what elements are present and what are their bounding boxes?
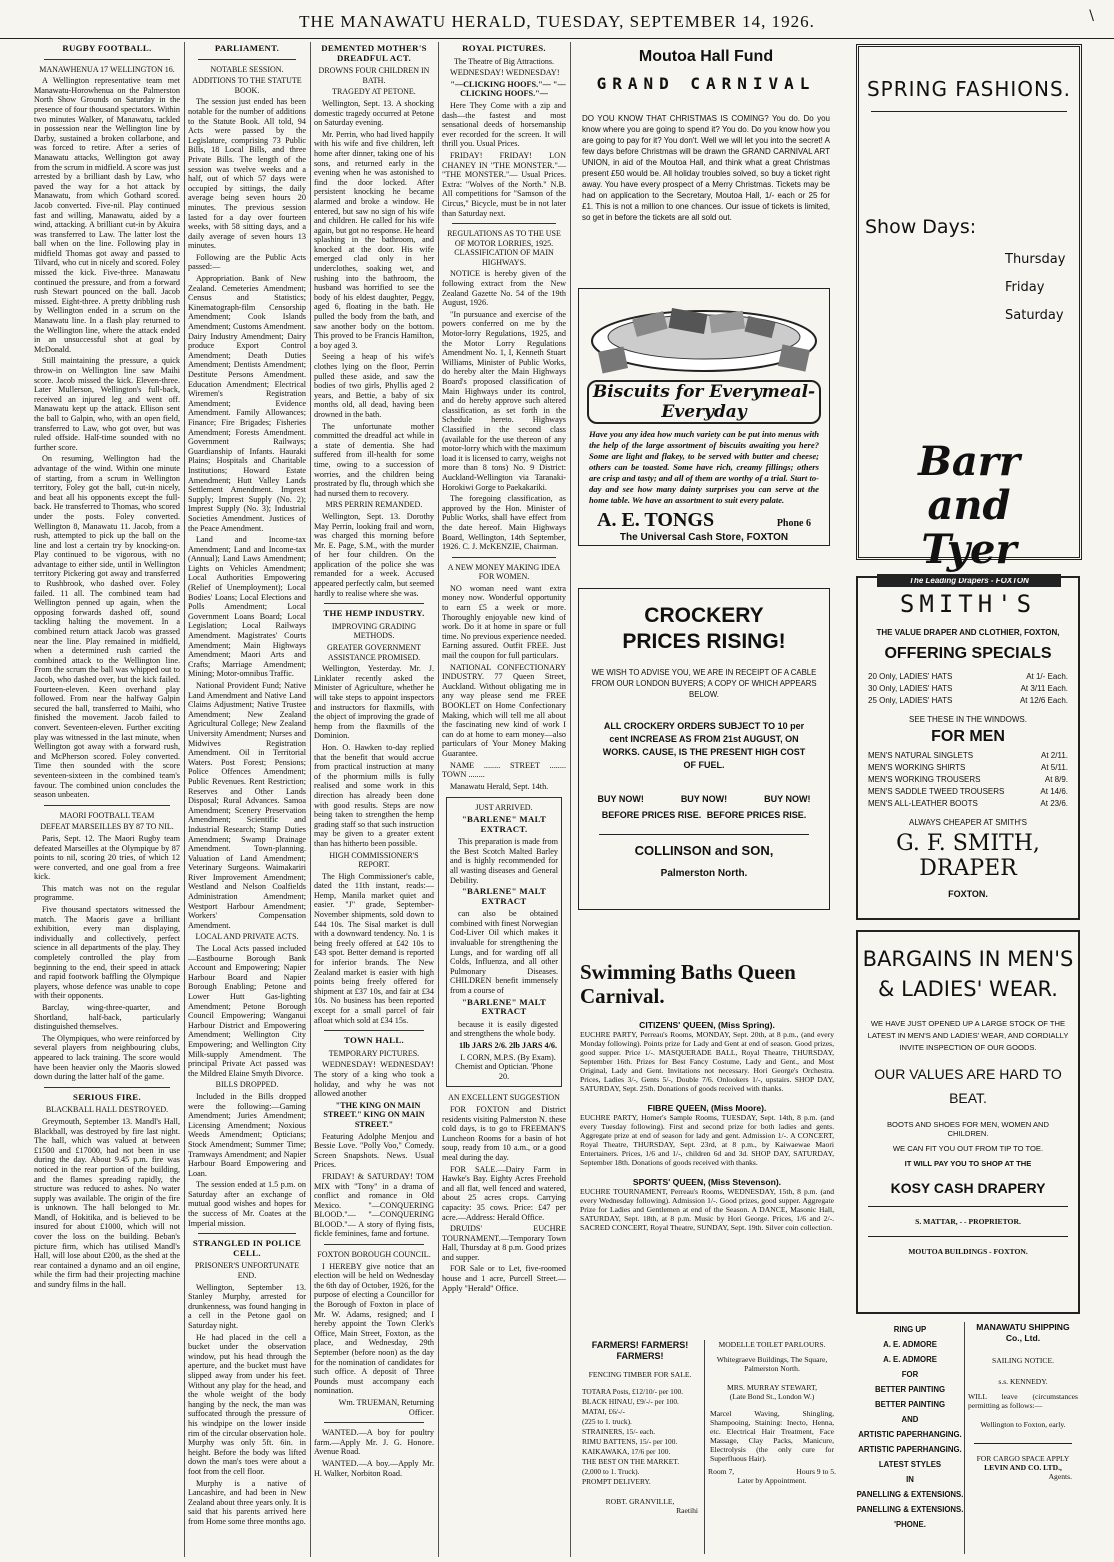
article-paragraph: Five thousand spectators witnessed the match. The Maoris gave a brilliant exhibition, every man displaying, individually and collectively, perfect science in all departments of the play. They completely controlled the play from beginning to the end, their speed in attack and rapid footwork baffling the Olympique players, whose defence was unable to cope with their opponents. [34,905,180,1001]
headline-suggestion: AN EXCELLENT SUGGESTION [448,1093,560,1103]
ad-paragraph: NO woman need want extra money now. Wonderful opportunity to earn £5 a week or more. Thoroughly enjoyable new kind of work. Do it at home in spare or full time. No previous experience needed. Earning assured. Outfit FREE. Just mail the coupon for full particulars. [442,583,566,661]
queen-fibre-body: EUCHRE PARTY, Homer's Sample Rooms, TUESDAY, Sept. 14th, 8 p.m. (and every Tuesday following). First and second prize for both ladies and gents. Aggregate prize at end of season for lady and gent. Admission 1/-. A CONCERT, Royal Theatre, THURSDAY, Sept. 23rd, at 8 p.m., by Kaiwaewae Maori Entertainers. Prices, 1/6 and 1/-, children 6d and 3d. SHOP DAY, SATURDAY, September 18th. Donations of goods received with thanks. [580,1113,834,1167]
shipping-ship: s.s. KENNEDY. [998,1377,1048,1386]
item-name: MEN'S ALL-LEATHER BOOTS [868,799,978,808]
article-paragraph: A Wellington representative team met Manawatu-Horowhenua on the Palmerston North Show Grounds on Saturday in the presence of four thousand spectators. Within two minutes Walker, of Manawatu, tackled in possession near the Wellington line by Darby, sustained a broken collarbone, and was forced to retire. After a series of Manawatu attacks, Wellington got away from the scrum in midfield. A score was just arrested by a brilliant dash by Law, who paved the way for a hot attack by Manawatu, from which Gothard scored. Jacob converted. Five-nil. Play continued fast and willing, Manawatu, aided by a wind, attacking. A brilliant cut-in by Akuira was transferred to Law. The latter lost the ball when on the line. Following play in midfield Thomas got away and passed to Tilvard, who cut in nicely and scored. Foley missed the kick. Five-three. Manawatu continued the pressure, and from a forward rush Stewart pounced on the ball. Jacob missed. Eight-three. A pretty dribbling rush by Wellington ended in a scrum on the Manawatu line. In a flash play returned to the Wellington line, where the attack ended in an unsuccessful shot at goal by McDonald. [34,76,180,354]
moutoa-sub: GRAND CARNIVAL [596,74,816,93]
headline-maori-team: MAORI FOOTBALL TEAM [59,810,155,820]
admore-line: FOR [901,1370,919,1379]
biscuits-shop: A. E. TONGS [597,509,715,531]
farmers-place: Raetihi [676,1506,698,1515]
subhead-temporary-pictures: TEMPORARY PICTURES. [328,1048,420,1058]
price-row [868,750,1068,762]
queen-citizens: CITIZENS' QUEEN, (Miss Spring). [639,1020,775,1030]
price-row [868,695,1068,707]
timber-item: TOTARA Posts, £12/10/- per 100. [582,1387,684,1396]
ad-paragraph: FRIDAY! FRIDAY! LON CHANEY IN "THE MONSTER."— "THE MONSTER."— Usual Prices. Extra: "Wolves of the North." N.B. All competitions for "Samson of the Circus," Bicycle, must be in not later than Saturday next. [442,150,566,218]
article-paragraph: Mr. Perrin, who had lived happily with his wife and five children, left home after dinner, taking one of his sons, and returned early in the evening when he was astonished to find the door locked. After persistent knocking he became alarmed and broke a window. He entered, but saw no sign of his wife and children. He called for his wife again, but got no response. He heard splashing in the bathroom, and knocked at the door. His wife emerged clad only in her underclothes, soaking wet, and rushing into the bathroom, the husband was horrified to see the body of his eldest daughter, Peggy, aged 6, floating in the bath. He pulled the body from the bath, and saw another body on the bottom. This proved to be Francis Hamilton, a boy aged 3. [314,129,434,350]
moutoa-title: Moutoa Hall Fund [638,48,774,65]
article-paragraph: Barclay, wing-three-quarter, and Shortland, half-back, particularly distinguished themselves. [34,1003,180,1032]
crockery-cable: ALL CROCKERY ORDERS SUBJECT TO 10 per cent INCREASE AS FROM 21st AUGUST, ON WORKS. CAUSE, IS THE PRESENT HIGH COST OF FUEL. [602,721,806,770]
crockery-ad [578,588,830,910]
show-days-list [859,246,1079,330]
mens-list [858,750,1078,810]
admore-lines [856,1322,964,1532]
column-rule [310,42,311,1557]
article-paragraph: Still maintaining the pressure, a quick throw-in on Wellington line saw Maihi score. Jacob missed the kick. Eleven-three. Later Mullerson, Wellington's full-back, received an injured leg and went off. Manawatu kept up the attack. Ellison sent the ball to Galpin, who, with an open field, transferred to Law, who got over, but was ruled offside. Half-time sounded with no further score. [34,356,180,452]
admore-line: ARTISTIC PAPERHANGING. [858,1430,962,1439]
admore-line: ARTISTIC PAPERHANGING. [858,1445,962,1454]
notice-paragraph: NOTICE is hereby given of the following extract from the New Zealand Gazette No. 54 of the 19th August, 1926. [442,269,566,308]
ad-paragraph: "THE KING ON MAIN STREET." KING ON MAIN STREET." [323,1100,425,1129]
item-name: MEN'S SADDLE TWEED TROUSERS [868,787,1005,796]
admore-line: A. E. ADMORE [883,1355,937,1364]
spring-fashions-ad [856,44,1082,585]
crockery-firm: COLLINSON and SON, [634,843,774,858]
ad-paragraph: NATIONAL CONFECTIONARY INDUSTRY. 77 Queen Street, Auckland. Without obligating me in any way please send me FREE BOOKLET on Home Confectionary Making, which will tell me all about the fascinating new kind of work I can do at home to earn money—also particulars of Your Money Making Guarantee. [442,662,566,758]
item-name: MEN'S WORKING SHIRTS [868,763,966,772]
item-price: At 2/11. [1041,751,1068,760]
price-row [868,762,1068,774]
item-price: At 8/9. [1044,775,1068,784]
biscuits-phone: Phone 6 [776,518,811,529]
ad-paragraph: because it is easily digested and strengthens the whole body. [450,1019,558,1039]
barlene-chemist: I. CORN, M.P.S. (By Exam). Chemist and Optician. 'Phone 20. [455,1052,556,1081]
modelle-body: Marcel Waving, Shingling, Shampooing, Staining: Inecto, Henna, etc. Electrical Hair Treatment, Face Massage, Clay Packs, Manicure, Electrolysis (the only cure for Superfluous Hair). [710,1409,834,1463]
article-paragraph: He had placed in the cell a bucket under the observation window, put his head through the aperture, and the bucket must have slipped away from under his feet. Without any play for the head, and the whole weight of the body hanging by the neck, the man was suffocated through the pressure of his windpipe on the lower inside rim of the circular observation hole. Murphy was only 5ft. 6in. in height. Before the body was lifted down the man's toes were about a foot from the cell floor. [188,1332,306,1476]
masthead [0,8,1114,39]
divider [44,59,170,60]
smiths-windows: SEE THESE IN THE WINDOWS. [909,715,1027,724]
swimming-ad [576,960,838,1290]
ad-paragraph: can also be obtained combined with finest Norwegian Cod-Liver Oil which makes it invaluable for strengthening the Lungs, and for warding off all Colds, Influenza, and all other Pulmonary Diseases. CHILDREN benefit immensely from a course of [450,909,558,996]
barlene-title: "BARLENE" MALT EXTRACT [461,996,547,1017]
classified: FOR SALE.—Dairy Farm in Hawke's Bay. Eighty Acres Freehold and all flat, well fenced and watered, about 25 acres crops. Carrying capacity: 35 cows. Price: £47 per acre.—Address: Herald Office. [442,1164,566,1222]
bargains-proprietor: S. MATTAR, - - PROPRIETOR. [915,1217,1021,1226]
masthead-title: THE MANAWATU HERALD, TUESDAY, SEPTEMBER 14, 1926. [299,12,815,31]
admore-line: BETTER PAINTING [874,1400,946,1409]
classified: WANTED.—A boy.—Apply Mr. H. Walker, Norbiton Road. [314,1458,434,1478]
show-day: Friday [1005,280,1045,295]
show-day: Saturday [1005,308,1064,323]
classified: WANTED.—A boy for poultry farm.—Apply Mr. J. G. Honore. Avenue Road. [314,1428,434,1457]
subhead-bills-dropped: BILLS DROPPED. [215,1080,279,1090]
subhead-rugby: MANAWHENUA 17 WELLINGTON 16. [39,64,175,74]
shipping-notice: SAILING NOTICE. [991,1356,1054,1365]
barr-tyer-tag: The Leading Drapers - FOXTON [877,574,1061,587]
shipping-route: Wellington to Foxton, early. [980,1420,1066,1429]
item-name: MEN'S WORKING TROUSERS [868,775,981,784]
queen-sports-body: EUCHRE TOURNAMENT, Perreau's Rooms, WEDNESDAY, 15th, 8 p.m. (and every Wednesday following). Admission 1/-. Good prizes, good supper. Aggregate Prize for Ladies and Gentlemen at end of the Season. A DANCE, Masonic Hall, SATURDAY, Sept. 18th, at 8 p.m. Music by Hori George. Prices, 1/6 and 2/-. SACRED CONCERT, Royal Theatre, SUNDAY, Sept. 19th. Silver coin collection. [580,1187,834,1232]
modelle-late: (Late Bond St., London W.) [729,1392,815,1401]
barr-tyer-logo-icon: Barr and Tyer [918,438,1020,573]
headline-regulations: REGULATIONS AS TO THE USE OF MOTOR LORRIES, 1925. CLASSIFICATION OF MAIN HIGHWAYS. [447,229,561,267]
barlene-header: JUST ARRIVED. [475,803,533,813]
headline-hemp: THE HEMP INDUSTRY. [323,608,425,619]
coupon-ref: Manawatu Herald, Sept. 14th. [450,781,549,791]
modelle-later: Later by Appointment. [737,1476,807,1485]
crockery-town: Palmerston North. [660,868,748,879]
bargains-boots: BOOTS AND SHOES FOR MEN, WOMEN AND CHILDREN. [886,1120,1049,1138]
queen-citizens-body: EUCHRE PARTY, Perreau's Rooms, MONDAY, Sept. 20th, at 8 p.m., (and every Monday following). Points prize for Lady and Gent at end of season. Good prizes, good supper. Price 1/-. MASQUERADE BALL, Royal Theatre, THURSDAY, September 16th. Prizes for Best Fancy Costume, Lady and Gent., and Most Original, Lady and Gent. Invitations not necessary. Hori George's Orchestra. Prices, Ladies 3/-, Gents 5/-, Double 7/6. Onlookers 1/-, upstairs. SHOP DAY, SATURDAY, Sept. 25th. Donations of goods received with thanks. [580,1030,834,1093]
article-paragraph: Following are the Public Acts passed:— [188,252,306,272]
queen-fibre: FIBRE QUEEN, (Miss Moore). [647,1103,767,1113]
hats-list [858,671,1078,707]
ad-paragraph: FRIDAY! & SATURDAY! TOM MIX with "Tony" in a drama of conflict and romance in Old Mexico. "—CONQUERING BLOOD."— "—CONQUERING BLOOD."— A story of flying fists, fickle feminines, fame and fortune. [314,1171,434,1239]
biscuits-ad [578,288,830,546]
timber-item: (2,000 to 1. Truck). [582,1467,640,1476]
admore-line: PANELLING & EXTENSIONS. [856,1490,964,1499]
notice-paragraph: The foregoing classification, as approved by the Hon. Minister of Public Works, shall have effect from the date hereof. Main Highways Board, Wellington, 14th September, 1926. C. J. McKENZIE, Chairman. [442,494,566,552]
classified: FOR Sale or to Let, five-roomed house and 1 acre, Purcell Street.—Apply "Herald" Office. [442,1264,566,1293]
shipping-agent: LEVIN AND CO. LTD., [984,1463,1062,1472]
item-name: 25 Only, LADIES' HATS [868,696,953,705]
item-price: At 1/- Each. [1026,672,1068,681]
crockery-body: WE WISH TO ADVISE YOU, WE ARE IN RECEIPT OF A CABLE FROM OUR LONDON BUYERS; A COPY OF WHICH APPEARS BELOW. [591,668,817,699]
farmers-title: FARMERS! FARMERS! FARMERS! [591,1340,689,1361]
column-2 [188,42,306,1557]
shipping-cargo: FOR CARGO SPACE APPLY [976,1454,1070,1463]
admore-ad [856,1322,965,1554]
article-paragraph: The session ended at 1.5 p.m. on Saturday after an exchange of mutual good wishes and hopes for the success of Mr. Coates at the Imperial mission. [188,1180,306,1228]
article-paragraph: Greymouth, September 13. Mandl's Hall, Blackball, was destroyed by fire last night. The hall, which was valued at between £1500 and £17000, had not been in use during the day. About 9.45 p.m. fire was noticed in the rear portion of the building, and the flames spreading rapidly, the structure was reduced to ashes. No water supply was available. The origin of the fire is unknown. The hall belonged to Mr. Mandl, of Hokitika, and is believed to be insured for about £1000, which will not cover the loss on the building. Beban's picture firm, which has utilised Mandl's Hall, will lose about £200, as the shed at the rear contained a dynamo and an oil engine, while the firm had their projecting machine and sundry films in the hall. [34,1116,180,1290]
price-row [868,683,1068,695]
smiths-sub: THE VALUE DRAPER AND CLOTHIER, FOXTON, [876,628,1060,637]
timber-item: THE BEST ON THE MARKET. [582,1457,680,1466]
divider [324,603,424,604]
headline-royal-pictures: ROYAL PICTURES. [462,43,546,53]
shipping-agents: Agents. [1048,1472,1072,1481]
subhead-local-acts: LOCAL AND PRIVATE ACTS. [195,932,299,942]
subhead-fire: BLACKBALL HALL DESTROYED. [45,1105,169,1115]
headline-borough-council: FOXTON BOROUGH COUNCIL. [317,1250,431,1260]
column-3 [314,42,434,1557]
classified: DRUIDS' EUCHRE TOURNAMENT.—Temporary Town Hall, Thursday at 8 p.m. Good prizes and supper. [442,1224,566,1262]
biscuits-illustration-icon [586,293,822,375]
bargains-ad [856,930,1080,1314]
moutoa-body: DO YOU KNOW THAT CHRISTMAS IS COMING? You do. Do you know where you are going to spend it? You do. Do you know how you are going to pay for it? You don't. Well we will let you into the secret! A few days before Christmas will be drawn the GRAND CARNIVAL ART UNION, in aid of the Moutoa Hall, and think what a great Christmas present £50 would be. All holiday troubles solved, so buy a ticket right away. You have every prospect of a Merry Christmas. Tickets may be had on application to the Secretary, Moutoa Hall, 1/- each or 25 for £1. This is not a million to one chances. Our issue of tickets is limited, so get in before the tickets are all sold out. [582,114,830,222]
headline-rugby: RUGBY FOOTBALL. [62,43,152,53]
smiths-men: FOR MEN [931,728,1005,745]
divider [44,1087,170,1088]
subhead-grading: IMPROVING GRADING METHODS. [331,621,417,641]
ad-paragraph: "—CLICKING HOOFS."— "—CLICKING HOOFS."— [450,79,566,99]
ad-paragraph: FOR FOXTON and District residents visiting Palmerston N. these cold days, is to go to FREEMAN'S Luncheon Rooms for a basin of hot soup, ready from 10 a.m., or a good meal during the day. [442,1104,566,1162]
buy-now-label: BUY NOW! [680,794,728,804]
barlene-prices: 1lb JARS 2/6. 2lb JARS 4/6. [458,1041,558,1050]
buy-now-label: BUY NOW! [764,794,811,804]
bargains-values: OUR VALUES ARE HARD TO BEAT. [874,1066,1062,1106]
biscuits-tagline: The Universal Cash Store, FOXTON [619,532,789,543]
farmers-name: ROBT. GRANVILLE, [605,1497,675,1506]
article-paragraph: Land and Income-tax Amendment; Land and Income-tax (Annual); Land Laws Amendment; Lights on Vehicles Amendment; Local Authorities Empowering (Relief of Unemployment); Local Bodies' Loans; Local Elections and Polls Amendment; Local Government Loans Board; Local Legislation; Local Railways Amendment. Magistrates' Courts Amendment; Main Highways Amendment; Maori Arts and Crafts; Marriage Amendment; Mining; Motor-omnibus Traffic. [188,535,306,679]
timber-item: STRAINERS, 15/- each. [582,1427,656,1436]
farmers-ad [576,1340,705,1554]
article-paragraph: National Provident Fund; Native Land Amendment and Native Land Claims Adjustment; Native Trustee Amendment; New Zealand Agricultural College; New Zealand University Amendment; Nurses and Midwives Registration Amendment. Oil in Territorial Waters. Post Forest; Pensions; Police Offences Amendment; Public Revenues. Rent Restriction; Reserves and Other Lands Disposal; Rural Advances. Samoa Amendment; Scenery Preservation Amendment; Scientific and Industrial Research; Stamp Duties Amendment; Swamp Drainage Amendment. Town-planning. Valuation of Land Amendment; Veterinary Surgeons. Waimakariri River Improvement Amendment; Westland and Nelson Coalfields Administration Amendment; Westport Harbour Amendment; Workers' Compensation Amendment. [188,681,306,930]
barlene-ad [446,797,562,1087]
article-paragraph: The Olympiques, who were reinforced by several players from neighbouring clubs, appeared to lack training. The score would have been heavier only the Maoris slowed down during the latter half of the game. [34,1033,180,1082]
price-row [868,798,1068,810]
item-price: At 5/11. [1041,763,1068,772]
item-name: 30 Only, LADIES' HATS [868,684,953,693]
bargains-title: BARGAINS IN MEN'S & LADIES' WEAR. [862,947,1074,1001]
modelle-room: Room 7, [708,1467,735,1476]
show-day: Thursday [1005,252,1066,267]
ad-paragraph: WEDNESDAY! WEDNESDAY! [450,68,560,78]
subhead-statute: ADDITIONS TO THE STATUTE BOOK. [192,76,302,95]
price-row [868,786,1068,798]
subhead-theatre: The Theatre of Big Attractions. [453,56,555,66]
column-rule [570,42,571,1557]
article-paragraph: Wellington, September 13. Stanley Murphy, arrested for drunkenness, was found hanging in a cell in the Petone gaol on Saturday night. [188,1282,306,1330]
notice-paragraph: I HEREBY give notice that an election will be held on Wednesday the 6th day of October, 1926, for the purpose of electing a Councillor for the Borough of Foxton in place of Mr. W. Adams, resigned; and I hereby appoint the Town Clerk's Office, Main Street, Foxton, as the place, and Wednesday, 29th September (before noon) as the day for the nomination of candidates for such office. A deposit of Three Pounds must accompany each nomination. [314,1261,434,1396]
timber-item: KAIKAWAKA, 17/6 per 100. [582,1447,671,1456]
admore-line: PANELLING & EXTENSIONS. [856,1505,964,1514]
divider [198,1233,296,1234]
article-paragraph: Wellington, Sept. 13. A shocking domestic tragedy occurred at Petone on Saturday evening. [314,98,434,128]
smiths-title: SMITH'S [899,590,1037,618]
subhead-commissioner: HIGH COMMISSIONER'S REPORT. [329,850,419,870]
article-paragraph: Appropriation. Bank of New Zealand. Cemeteries Amendment; Census and Statistics; Kinematograph-film Censorship Amendment; Cook Islands Amendment; Customs Amendment. Dairy Industry Amendment; Dairy produce Export Control Amendment; Death Duties Amendment; Dentists Amendment; Destitute Persons Amendment. Education Amendment; Electrical Wiremen's Registration Amendment; Evidence Amendment. Family Allowances; Finance; Fire Brigades; Fisheries Amendment; Forests Amendment. Government Railways; Guardianship of Infants. Hauraki Plains; Hospitals and Charitable Institutions; Howard Estate Amendment; Hutt Valley Lands Settlement Amendment. Imprest Supply; Imprest Supply (No. 2); Imprest Supply (No. 3); Industrial Societies Amendment. Justices of the Peace Amendment. [188,274,306,533]
timber-item: RIMU BATTENS, 15/- per 100. [582,1437,678,1446]
article-paragraph: Seeing a heap of his wife's clothes lying on the floor, Perrin pulled these aside, and saw the bodies of two girls, Phyllis aged 2 years, and Bettie, a baby of six months old, all dead, having been drowned in the bath. [314,352,434,419]
coupon: NAME ........ STREET ........ TOWN ........ [442,760,566,780]
divider [44,805,170,806]
item-price: At 3/11 Each. [1020,684,1068,693]
shipping-title: MANAWATU SHIPPING Co., Ltd. [976,1322,1070,1343]
article-paragraph: On resuming, Wellington had the advantage of the wind. Within one minute of starting, from a scrum in Wellington territory, Foley got the ball, cut-in nicely, and beat all his opponents except the full-back. He transferred to Thomas, who scored under the posts. Foley converted. Wellington 8, Manawatu 11. Jacob, from a rush, attempted to pick up the ball on the line and lost a certain try by knocking-on. Play continued to be vigorous, with no advantage to either side, until in Wellington territory Pickering got away and transferred to Rushbrook, who dashed over. Foley failed. 11 all. The combined team had Wellington penned up again, when the opposing forwards dashed off, sound tackling halting the movement. In a combined return attack Jacob was grassed near the line. Play remained in midfield, when a determined rush carried the combined attack to the Wellington line. From the scrum the ball was whipped out to Jacob, who dashed over, but the kick failed. Fourteen-eleven. Keen overhand play followed. From near the halfway Galpin secured the ball, transferred to Maihi, who finished the movement. Jacob failed to convert. Seventeen-eleven. Further exciting play was witnessed in the last minute, when Wellington got away with a forward rush, and McPherson scored. Foley converted. Time then sounded with the score seventeen-sixteen in the combined team's favour. The combined union concludes the season unbeaten. [34,454,180,800]
item-name: MEN'S NATURAL SINGLETS [868,751,974,760]
article-paragraph: The Local Acts passed included—Eastbourne Borough Bank Account and Empowering; Napier Harbour Board and Napier Borough Enabling; Petone and Lower Hutt Gas-lighting Amendment; Petone Borough Council Empowering; Wanganui Harbour District and Empowering Amendment; Wellington City Empowering; and Wellington City Milk-supply Amendment. The principal Private Act passed was the Mildred Elaine Smyth Divorce. [188,944,306,1078]
modelle-title: MODELLE TOILET PARLOURS. [718,1340,826,1349]
ad-paragraph: This preparation is made from the Best Scotch Malted Barley and is highly recommended for all wasting diseases and General Debility. [450,837,558,885]
smiths-ad [856,576,1080,920]
shipping-body: WILL leave (circumstances permitting as follows:— [968,1392,1078,1410]
smiths-signature: G. F. SMITH, DRAPER [896,831,1040,881]
timber-item: BLACK HINAU, £9/-/- per 100. [582,1397,679,1406]
article-paragraph: Included in the Bills dropped were the following:—Gaming Amendment; Juries Amendment; Licensing Amendment; Noxious Weeds Amendment; Opticians; Stock Amendment; Summer Time; Tramways Amendment; and Napier Harbour Board Empowering and Loan. [188,1091,306,1178]
bargains-store: KOSY CASH DRAPERY [890,1180,1046,1196]
bargains-pay: IT WILL PAY YOU TO SHOP AT THE [904,1159,1032,1168]
column-rule [184,42,185,1557]
spring-title: SPRING FASHIONS. [866,77,1072,101]
biscuits-headline: Biscuits for Everymeal-Everyday [587,380,821,424]
headline-fire: SERIOUS FIRE. [73,1091,141,1102]
timber-item: (225 to 1. truck). [582,1417,632,1426]
headline-parliament: PARLIAMENT. [214,43,280,53]
item-price: At 12/6 Each. [1019,696,1068,705]
headline-money-idea: A NEW MONEY MAKING IDEA FOR WOMEN. [447,562,561,582]
item-name: 20 Only, LADIES' HATS [868,672,953,681]
barlene-title: "BARLENE" MALT EXTRACT. [461,813,547,834]
smiths-town: FOXTON. [948,889,988,899]
article-paragraph: Wellington, Yesterday. Mr. J. Linklater recently asked the Minister of Agriculture, whether he will take steps to appoint inspectors and instructors for flaxmills, with the object of improving the grade of hemp from the flaxmills of the Dominion. [314,664,434,741]
subhead-session: NOTABLE SESSION. [210,64,284,74]
item-price: At 14/6. [1040,787,1068,796]
subhead-drowns: DROWNS FOUR CHILDREN IN BATH. [318,66,430,85]
bargains-body: WE HAVE JUST OPENED UP A LARGE STOCK OF THE LATEST IN MEN'S AND LADIES' WEAR, AND CORDIALLY INVITE INSPECTION OF OUR GOODS. [867,1019,1069,1052]
article-paragraph: This match was not on the regular programme. [34,883,180,903]
column-rule [438,42,439,1557]
article-paragraph: Paris, Sept. 12. The Maori Rugby team defeated Marseilles at the Olympique by 87 points to nil, scoring 20 tries, of which 12 were converted, and one goal from a free kick. [34,833,180,882]
shipping-ad [968,1322,1078,1554]
admore-line: LATEST STYLES [878,1460,942,1469]
subhead-remanded: MRS PERRIN REMANDED. [325,500,423,510]
column-4 [442,42,566,1557]
ad-paragraph: WEDNESDAY! WEDNESDAY! The story of a king who took a holiday, and why he was not allowed another [314,1060,434,1099]
bargains-building: MOUTOA BUILDINGS - FOXTON. [908,1247,1028,1256]
subhead-prisoner: PRISONER'S UNFORTUNATE END. [194,1261,300,1281]
queen-sports: SPORTS' QUEEN, (Miss Stevenson). [632,1177,782,1187]
smiths-offer: OFFERING SPECIALS [884,645,1052,662]
admore-line: AND [901,1415,919,1424]
modelle-ad [708,1340,836,1554]
modelle-address: Whitegraeve Buildings, The Square, Palmerston North. [716,1355,828,1373]
article-paragraph: The High Commissioner's cable, dated the 11th instant, reads:— Hemp, Manila market quiet and easier. "J" grade, September-November shipments, sold down to £44 10s. The Sisal market is dull with a downward tendency. No. 1 is being freely offered at £42 10s to £43 spot. Better demand is reported for inferior brands. The New Zealand market is easier with high points being freely offered for shipment at £37 10s, and fair at £34 10s. No business has been reported except for a small parcel of fair afloat which sold at £34 15s. [314,871,434,1025]
subhead-tragedy: TRAGEDY AT PETONE. [332,87,416,97]
price-row [868,671,1068,683]
farmers-sub: FENCING TIMBER FOR SALE. [588,1370,692,1379]
divider [198,59,296,60]
divider [324,1030,424,1031]
modelle-hours: Hours 9 to 5. [796,1467,836,1476]
divider [452,223,556,224]
timber-list [576,1387,704,1487]
divider [324,1244,424,1245]
headline-demented-mother: DEMENTED MOTHER'S DREADFUL ACT. [321,43,427,63]
before-prices-label: BEFORE PRICES RISE. [706,810,807,820]
subhead-assistance: GREATER GOVERNMENT ASSISTANCE PROMISED. [327,643,421,662]
divider [324,1422,424,1423]
moutoa-ad [576,44,836,282]
swimming-title: Swimming Baths Queen Carnival. [580,960,796,1008]
notice-signature: Wm. TRUEMAN, Returning Officer. [338,1397,434,1417]
article-paragraph: Wellington, Sept. 13. Dorothy May Perrin, looking frail and worn, was charged this morning before Mr. E. Page, S.M., with the murder of her four children. On the application of the police she was remanded for a week. Accused appeared perfectly calm, but seemed hardly to realise where she was. [314,511,434,598]
article-paragraph: Murphy is a native of Lancashire, and had been in New Zealand about three years only. It is said that his parents arrived here from Home some three months ago. [188,1478,306,1526]
admore-line: 'PHONE. [894,1520,926,1529]
smiths-always: ALWAYS CHEAPER AT SMITH'S [909,818,1027,827]
bargains-fit: WE CAN FIT YOU OUT FROM TIP TO TOE. [892,1144,1044,1153]
admore-line: BETTER PAINTING [874,1385,946,1394]
timber-item: MATAI, £6/-/- [582,1407,625,1416]
admore-line: IN [906,1475,914,1484]
admore-line: A. E. ADMORE [883,1340,937,1349]
page-mark: \ [1089,8,1094,24]
notice-paragraph: "In pursuance and exercise of the powers conferred on me by the Motor-lorry Regulations, 1925, and the Motor Lorry Regulations Amendment No. 1, I, Kenneth Stuart Williams, Minister of Public Works, do hereby alter the Main Highways Board's proposed classification of Main Highways under its control, and do hereby approve such altered classification, as set forth in the Schedule hereto. Highways Classified in the second class (available for the use thereon of any motor-lorry which with the maximum load it is licensed to carry, weighs not more than 8 tons) No. 9 District: Auckland-Wellington via Taranaki-Horokiwi Gorge to Paekakariki. [442,309,566,492]
subhead-maori-team: DEFEAT MARSEILLES BY 87 TO NIL. [40,822,174,832]
article-paragraph: The session just ended has been notable for the number of additions to the Statute Book. All told, 94 Acts were passed by the Legislature, comprising 73 Public Bills, 18 Local Bills, and three Private Bills. The length of the session was twelve weeks and a half, out of which 57 days were occupied by sittings, the daily average being seven hours 20 minutes. The previous session lasted for a day over fourteen weeks, with 58 sitting days, and a daily average of seven hours 13 minutes. [188,97,306,251]
buy-now-label: BUY NOW! [597,794,644,804]
barlene-title: "BARLENE" MALT EXTRACT [461,886,547,906]
headline-town-hall: TOWN HALL. [343,1035,405,1046]
before-prices-label: BEFORE PRICES RISE. [601,810,702,820]
column-1 [34,42,180,1557]
item-price: At 23/6. [1040,799,1068,808]
article-paragraph: Hon. O. Hawken to-day replied that the benefit that would accrue from practical instruction at many of the phormium mills is fully realised and some work in this direction has already been done with good results. Steps are now being taken to strengthen the hemp grading staff so that such instruction may be given to a greater extent than has hitherto been possible. [314,742,434,848]
biscuits-body: Have you any idea how much variety can be put into menus with the help of the large assortment of biscuits awaiting you here? Some are light and flakey, to be served with butter and cheese; others can be toasted. Some have rich, creamy fillings; others are crisp and tasty; and all of them are worthy of a trial. Start to-day and see how many dainty surprises you can serve at the home table. We have an assortment to suit every palate. [589,429,819,505]
headline-strangled: STRANGLED IN POLICE CELL. [192,1238,302,1258]
price-row [868,774,1068,786]
article-paragraph: The unfortunate mother committed the dreadful act while in a state of dementia. She had suffered from ill-health for some time, owing to a succession of worries, and the children being prostrated by flu, through which she had nursed them to recovery. [314,421,434,498]
crockery-title: CROCKERY PRICES RISING! [622,604,786,653]
divider [452,557,556,558]
admore-line: RING UP [893,1325,927,1334]
ad-paragraph: Here They Come with a zip and dash—the fastest and most sensational deeds of horsemanship ever recorded for the screen. It will thrill you. Usual Prices. [442,100,566,149]
timber-item: PROMPT DELIVERY. [582,1477,651,1486]
show-days-label: Show Days: [865,216,977,238]
modelle-name: MRS. MURRAY STEWART, [727,1383,817,1392]
ad-paragraph: Featuring Adolphe Menjou and Bessie Love. "Polly Voo," Comedy. Screen Snapshots. News. Usual Prices. [314,1131,434,1170]
